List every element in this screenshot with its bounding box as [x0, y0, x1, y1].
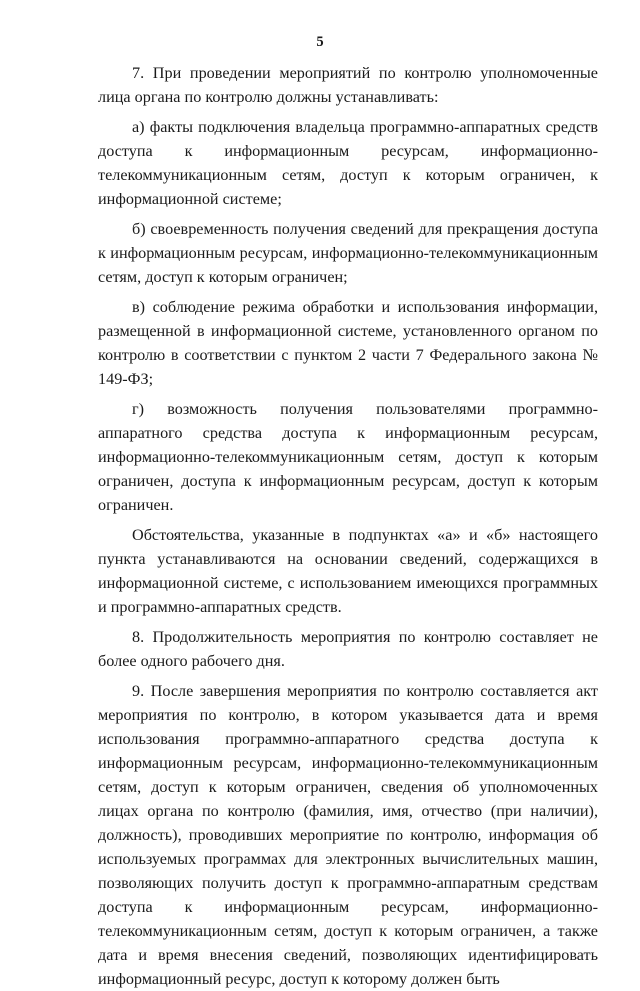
subitem-v: в) соблюдение режима обработки и использования информации, размещенной в информационной системе, установленного органом по контролю в соответствии с пунктом 2 части 7 Федерального закона № 149-ФЗ;: [98, 298, 598, 388]
subitem-g: г) возможность получения пользователями программно-аппаратного средства доступа к информационным ресурсам, информационно-телекоммуникационным сетям, доступ к которым ограничен, доступа к информационным ресурсам, доступ к которым ограничен.: [98, 400, 598, 514]
circumstances-paragraph: Обстоятельства, указанные в подпунктах «а» и «б» настоящего пункта устанавливаются на основании сведений, содержащихся в информационной системе, с использованием имеющихся программных и программно-аппаратных средств.: [98, 526, 598, 616]
page-number: 5: [316, 34, 324, 50]
document-body: [98, 61, 598, 991]
subitem-b: б) своевременность получения сведений для прекращения доступа к информационным ресурсам, информационно-телекоммуникационным сетям, доступ к которым ограничен;: [98, 220, 598, 286]
paragraph-8: 8. Продолжительность мероприятия по контролю составляет не более одного рабочего дня.: [98, 628, 598, 670]
paragraph-7: 7. При проведении мероприятий по контролю уполномоченные лица органа по контролю должны устанавливать:: [98, 64, 598, 106]
subitem-a: а) факты подключения владельца программно-аппаратных средств доступа к информационным ресурсам, информационно-телекоммуникационным сетям, доступ к которым ограничен, к информационной системе;: [98, 118, 598, 208]
paragraph-9: 9. После завершения мероприятия по контролю составляется акт мероприятия по контролю, в котором указывается дата и время использования программно-аппаратного средства доступа к информационным ресурсам, информационно-телекоммуникационным сетям, доступ к которым ограничен, сведения об уполномоченных лицах органа по контролю (фамилия, имя, отчество (при наличии), должность), проводивших мероприятие по контролю, информация об используемых программах для электронных вычислительных машин, позволяющих получить доступ к программно-аппаратным средствам доступа к информационным ресурсам, информационно-телекоммуникационным сетям, доступ к которым ограничен, а также дата и время внесения сведений, позволяющих идентифицировать информационный ресурс, доступ к которому должен быть: [98, 682, 598, 988]
